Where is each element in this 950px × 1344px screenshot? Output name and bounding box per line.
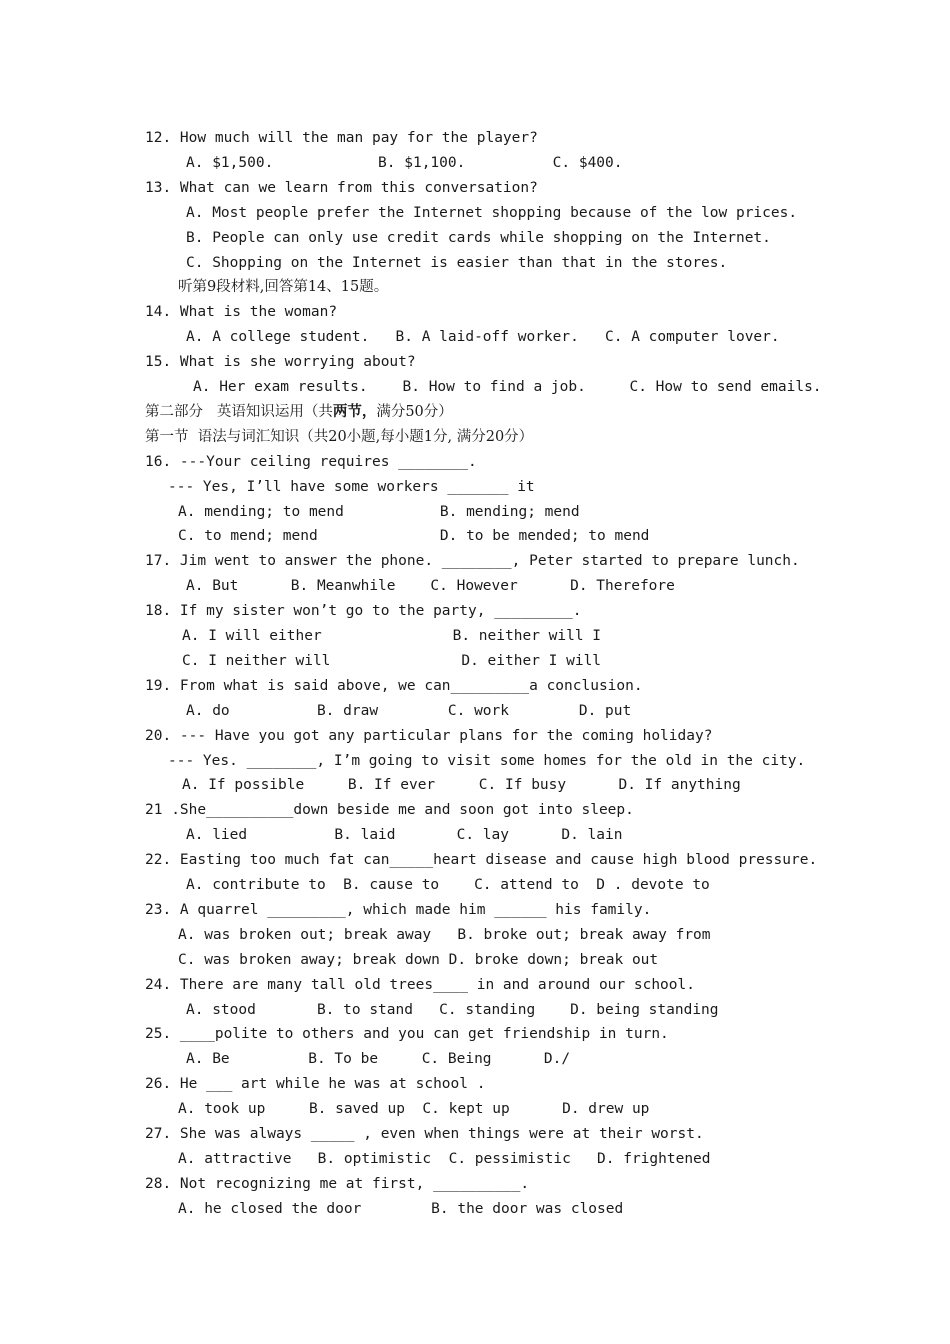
text-line: [145, 452, 477, 472]
line-text: 15. What is she worrying about?: [145, 354, 416, 371]
line-text: B. People can only use credit cards while shopping on the Internet.: [186, 229, 771, 246]
line-text: A. $1,500. B. $1,100. C. $400.: [186, 154, 623, 171]
line-text: 第二部分 英语知识运用（共: [145, 403, 333, 420]
text-line: [145, 975, 695, 995]
line-text-bold: 两节，: [332, 402, 377, 420]
line-text-tail: 满分50分）: [376, 403, 453, 420]
text-line: [186, 327, 780, 347]
text-line: [145, 1024, 669, 1044]
line-text: 13. What can we learn from this conversation?: [145, 179, 538, 196]
line-text: C. to mend; mend D. to be mended; to mend: [178, 528, 650, 545]
line-text: A. A college student. B. A laid-off worker. C. A computer lover.: [186, 329, 780, 346]
text-line: [145, 726, 712, 746]
text-line: [178, 277, 388, 297]
text-line: [178, 1199, 623, 1219]
text-line: [182, 626, 601, 646]
line-text: A. he closed the door B. the door was closed: [178, 1200, 624, 1217]
line-text: A. contribute to B. cause to C. attend to D . devote to: [186, 877, 710, 893]
line-text: A. If possible B. If ever C. If busy D. If anything: [182, 777, 741, 794]
text-line: [145, 352, 416, 372]
text-line: [145, 551, 800, 571]
line-text: 19. From what is said above, we can_________a conclusion.: [145, 677, 643, 694]
line-text: 12. How much will the man pay for the player?: [145, 130, 538, 146]
line-text: A. stood B. to stand C. standing D. being standing: [186, 1001, 719, 1018]
line-text: 27. She was always _____ , even when things were at their worst.: [145, 1126, 704, 1142]
text-line: [145, 850, 817, 870]
text-line: [145, 427, 533, 447]
text-line: [186, 153, 623, 173]
text-line: [178, 925, 711, 945]
text-line: [145, 601, 582, 621]
line-text: 23. A quarrel _________, which made him ______ his family.: [145, 901, 652, 918]
text-line: [178, 502, 580, 522]
line-text: A. was broken out; break away B. broke out; break away from: [178, 926, 711, 943]
text-line: [182, 651, 601, 671]
line-text: 17. Jim went to answer the phone. ________, Peter started to prepare lunch.: [145, 553, 800, 570]
text-line: [145, 402, 453, 422]
text-line: [178, 950, 658, 970]
line-text: C. was broken away; break down D. broke down; break out: [178, 951, 659, 968]
text-line: [145, 178, 538, 198]
text-line: [145, 800, 634, 820]
text-line: [186, 825, 623, 845]
text-line: [145, 1074, 485, 1094]
text-line: [168, 751, 805, 771]
text-line: [186, 1049, 570, 1069]
line-text: A. Be B. To be C. Being D./: [186, 1051, 571, 1068]
text-line: [168, 477, 535, 497]
line-text: A. But B. Meanwhile C. However D. Therefore: [186, 578, 675, 595]
line-text: C. I neither will D. either I will: [182, 652, 602, 669]
line-text: A. Most people prefer the Internet shopping because of the low prices.: [186, 204, 798, 221]
line-text: --- Yes, I’ll have some workers _______ it: [168, 478, 535, 495]
text-line: [186, 253, 727, 273]
line-text: 第一节 语法与词汇知识（共20小题,每小题1分, 满分20分）: [145, 428, 534, 445]
text-line: [178, 1099, 649, 1119]
line-text: A. mending; to mend B. mending; mend: [178, 503, 580, 520]
line-text: 25. ____polite to others and you can get friendship in turn.: [145, 1026, 669, 1043]
text-line: [186, 701, 631, 721]
text-line: [186, 228, 771, 248]
line-text: 16. ---Your ceiling requires ________.: [145, 453, 477, 470]
line-text: A. took up B. saved up C. kept up D. drew up: [178, 1101, 650, 1118]
text-line: [186, 576, 675, 596]
line-text: 22. Easting too much fat can_____heart disease and cause high blood pressure.: [145, 852, 818, 869]
text-line: [186, 1000, 719, 1020]
text-line: [193, 377, 822, 397]
line-text: A. do B. draw C. work D. put: [186, 702, 632, 719]
line-text: 18. If my sister won’t go to the party, _________.: [145, 603, 582, 620]
line-text: 20. --- Have you got any particular plans for the coming holiday?: [145, 727, 713, 744]
line-text: A. lied B. laid C. lay D. lain: [186, 827, 623, 844]
text-line: [186, 875, 710, 895]
text-line: [186, 203, 797, 223]
text-line: [145, 1174, 529, 1194]
line-text: 26. He ___ art while he was at school .: [145, 1076, 486, 1093]
line-text: A. Her exam results. B. How to find a job. C. How to send emails.: [193, 379, 822, 395]
line-text: 28. Not recognizing me at first, __________.: [145, 1175, 530, 1192]
text-line: [178, 1149, 711, 1169]
line-text: 24. There are many tall old trees____ in and around our school.: [145, 976, 695, 993]
line-text: 听第9段材料,回答第14、15题。: [178, 279, 389, 296]
text-line: [145, 128, 538, 148]
text-line: [182, 775, 741, 795]
line-text: 21 .She__________down beside me and soon got into sleep.: [145, 802, 634, 819]
line-text: C. Shopping on the Internet is easier than that in the stores.: [186, 254, 728, 271]
text-line: [145, 1124, 704, 1144]
text-line: [145, 676, 643, 696]
line-text: 14. What is the woman?: [145, 304, 338, 321]
line-text: A. I will either B. neither will I: [182, 628, 602, 644]
text-line: [145, 302, 337, 322]
text-line: [145, 900, 651, 920]
line-text: --- Yes. ________, I’m going to visit some homes for the old in the city.: [168, 752, 806, 769]
line-text: A. attractive B. optimistic C. pessimistic D. frightened: [178, 1150, 711, 1167]
text-line: [178, 526, 649, 546]
